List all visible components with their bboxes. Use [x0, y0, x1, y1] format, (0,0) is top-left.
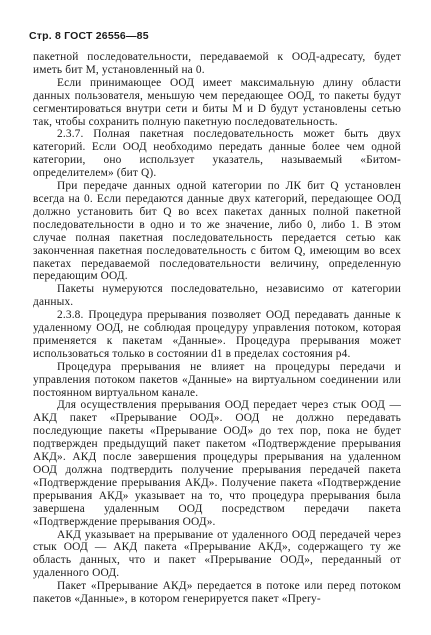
paragraph: 2.3.7. Полная пакетная последовательность может быть двух категорий. Если ООД необходимо передать данные более чем одной категории, оно использует указатель, называемый «Битом-определителем» (бит Q). [33, 128, 401, 180]
paragraph: Пакеты нумеруются последовательно, независимо от категории данных. [33, 283, 401, 309]
document-body [33, 51, 401, 606]
paragraph: При передаче данных одной категории по ЛК бит Q установлен всегда на 0. Если передаются данные двух категорий, передающее ООД должно установить бит Q во всех пакетах данных полной пакетной последовательности в одно и то же значение, либо 0, либо 1. В этом случае полная пакетная последовательность передается сетью как законченная пакетная последовательность с битом Q, имеющим во всех пакетах передаваемой последовательности величину, определенную передающим ООД. [33, 180, 401, 283]
paragraph: 2.3.8. Процедура прерывания позволяет ООД передавать данные к удаленному ООД, не соблюдая процедуру управления потоком, которая применяется к пакетам «Данные». Процедура прерывания может использоваться только в состоянии d1 в пределах состояния р4. [33, 309, 401, 360]
paragraph: АКД указывает на прерывание от удаленного ООД передачей через стык ООД — АКД пакета «Прерывание АКД», содержащего ту же область данных, что и пакет «Прерывание ООД», переданный от удаленного ООД. [33, 528, 401, 580]
paragraph: Пакет «Прерывание АКД» передается в потоке или перед потоком пакетов «Данные», в котором генерируется пакет «Прery- [33, 580, 401, 606]
paragraph: Для осуществления прерывания ООД передает через стык ООД — АКД пакет «Прерывание ООД». ООД не должно передавать последующие пакеты «Прерывание ООД» до тех пор, пока не будет подтвержден предыдущий пакет пакетом «Подтверждение прерывания АКД». АКД после завершения процедуры прерывания на удаленном ООД должна подтвердить получение прерывания передачей пакета «Подтверждение прерывания АКД». Получение пакета «Подтверждение прерывания АКД» указывает на то, что процедура прерывания была завершена удаленным ООД посредством передачи пакета «Подтверждение прерывания ООД». [33, 399, 401, 528]
paragraph: Если принимающее ООД имеет максимальную длину области данных пользователя, меньшую чем передающее ООД, то пакеты будут сегментироваться внутри сети и биты М и D будут установлены сетью так, чтобы сохранить полную пакетную последовательность. [33, 76, 401, 128]
page-header: Стр. 8 ГОСТ 26556—85 [29, 30, 149, 42]
paragraph: Процедура прерывания не влияет на процедуры передачи и управления потоком пакетов «Данные» на виртуальном соединении или постоянном виртуальном канале. [33, 360, 401, 399]
paragraph: пакетной последовательности, передаваемой к ООД-адресату, будет иметь бит М, установленный на 0. [33, 51, 401, 76]
